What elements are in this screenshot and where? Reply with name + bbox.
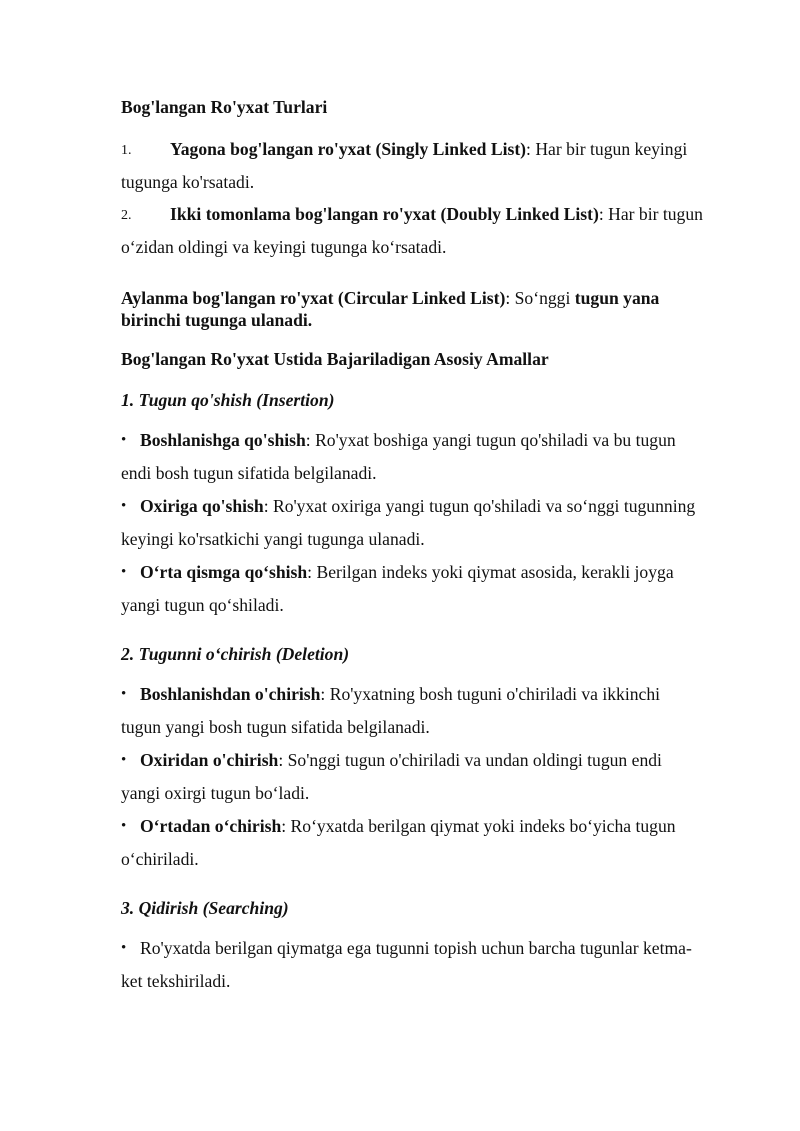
term-description: : Har bir tugun keyingi [526,139,688,159]
term-description: : Ro‘yxatda berilgan qiymat yoki indeks bo‘yicha tugun [281,816,676,836]
bullet-item [140,556,674,589]
bullet: • [121,752,127,768]
bullet-item-continuation: tugun yangi bosh tugun sifatida belgilanadi. [121,717,430,737]
list-item-singly [170,133,687,166]
term-bold: Boshlanishdan o'chirish [140,684,321,704]
list-item-continuation: tugunga ko'rsatadi. [121,172,255,192]
section-title-insertion: 1. Tugun qo'shish (Insertion) [121,390,335,410]
bullet: • [121,432,127,448]
bullet: • [121,818,127,834]
bullet-item-continuation: ket tekshiriladi. [121,971,231,991]
list-number: 2. [121,208,132,223]
term-description: : Ro'yxat boshiga yangi tugun qo'shiladi va bu tugun [305,430,676,450]
bullet-item [140,424,676,457]
list-item-doubly [170,198,703,231]
term-bold: O‘rta qismga qo‘shish [140,562,308,582]
bullet: • [121,686,127,702]
bullet-item-continuation: o‘chiriladi. [121,849,199,869]
bullet-item [140,744,662,777]
term-bold: O‘rtadan o‘chirish [140,816,282,836]
term-bold: Oxiriga qo'shish [140,496,264,516]
term-description: : Berilgan indeks yoki qiymat asosida, kerakli joyga [307,562,674,582]
section-title-deletion: 2. Tugunni o‘chirish (Deletion) [121,644,350,664]
bullet-item-continuation: yangi tugun qo‘shiladi. [121,595,284,615]
term-description: : Ro'yxat oxiriga yangi tugun qo'shiladi va so‘nggi tugunning [263,496,696,516]
heading-linked-list-types: Bog'langan Ro'yxat Turlari [121,97,328,117]
term-description: : Har bir tugun [598,204,703,224]
bullet: • [121,564,127,580]
bullet: • [121,498,127,514]
term-description: : Ro'yxatning bosh tuguni o'chiriladi va ikkinchi [320,684,661,704]
term-bold: Boshlanishga qo'shish [140,430,306,450]
section-title-searching: 3. Qidirish (Searching) [121,898,289,918]
bullet-item [140,490,695,523]
list-item-continuation: o‘zidan oldingi va keyingi tugunga ko‘rsatadi. [121,237,447,257]
bullet-item-continuation: yangi oxirgi tugun bo‘ladi. [121,783,310,803]
term-description: : So'nggi tugun o'chiriladi va undan oldingi tugun endi [278,750,662,770]
term-bold: Ikki tomonlama bog'langan ro'yxat (Doubly Linked List) [170,204,599,224]
bullet-item [140,678,660,711]
bullet-item-continuation: keyingi ko'rsatkichi yangi tugunga ulanadi. [121,529,425,549]
circular-paragraph-line1 [121,287,659,309]
bullet-item-continuation: endi bosh tugun sifatida belgilanadi. [121,463,377,483]
term-bold: Yagona bog'langan ro'yxat (Singly Linked List) [170,139,527,159]
bullet-item [140,932,692,965]
term-bold: Oxiridan o'chirish [140,750,279,770]
heading-operations: Bog'langan Ro'yxat Ustida Bajariladigan Asosiy Amallar [121,349,549,369]
bullet-item [140,810,676,843]
term-bold: Aylanma bog'langan ro'yxat (Circular Linked List) [121,288,506,308]
bullet: • [121,940,127,956]
circular-paragraph-line2: birinchi tugunga ulanadi. [121,310,313,330]
term-description: : So‘nggi [505,288,575,308]
term-bold: tugun yana [574,288,660,308]
term-description: Ro'yxatda berilgan qiymatga ega tugunni topish uchun barcha tugunlar ketma- [140,938,692,958]
list-number: 1. [121,143,132,158]
